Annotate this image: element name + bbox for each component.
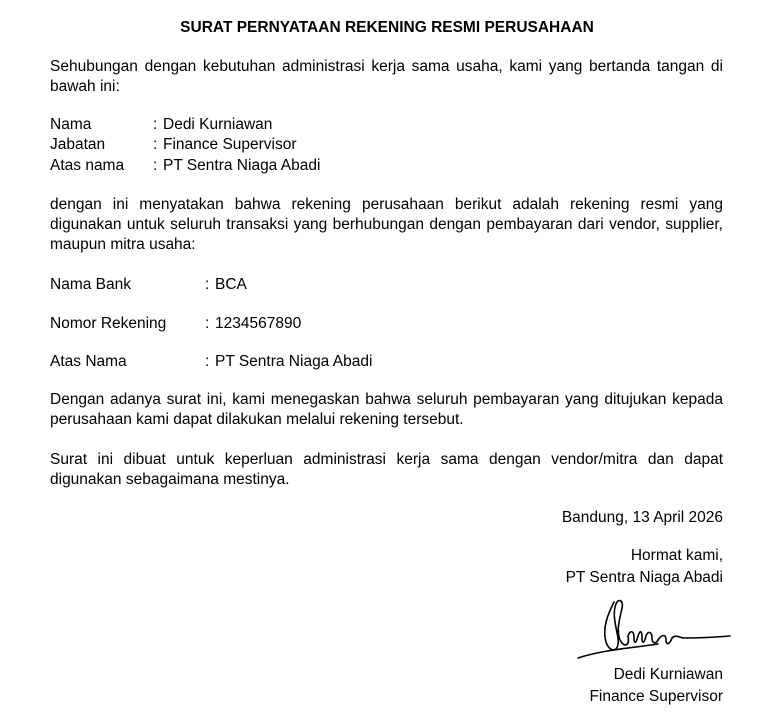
signer-name-value: Dedi Kurniawan xyxy=(163,116,273,133)
regards-text: Hormat kami, xyxy=(630,547,723,564)
closing-paragraph: Surat ini dibuat untuk keperluan administrasi kerja sama dengan vendor/mitra dan dapat digunakan sebagaimana mestinya. xyxy=(50,451,723,488)
bank-name-label: Nama Bank xyxy=(50,276,131,293)
signatory-name: Dedi Kurniawan xyxy=(613,666,723,683)
signer-position-separator: : xyxy=(153,136,158,153)
signer-position-label: Jabatan xyxy=(50,136,106,153)
signatory-title: Finance Supervisor xyxy=(589,688,723,705)
signer-company-value: PT Sentra Niaga Abadi xyxy=(163,157,321,174)
bank-name-separator: : xyxy=(205,276,210,293)
statement-paragraph: dengan ini menyatakan bahwa rekening perusahaan berikut adalah rekening resmi yang digunakan untuk seluruh transaksi yang berhubungan dengan pembayaran dari vendor, supplier, maupun mitra usaha: xyxy=(50,196,723,253)
account-number-label: Nomor Rekening xyxy=(50,315,167,332)
affirmation-paragraph: Dengan adanya surat ini, kami menegaskan bahwa seluruh pembayaran yang ditujukan kepada perusahaan kami dapat dilakukan melalui rekening tersebut. xyxy=(50,391,723,428)
signer-company-separator: : xyxy=(153,157,158,174)
intro-paragraph: Sehubungan dengan kebutuhan administrasi kerja sama usaha, kami yang bertanda tangan di bawah ini: xyxy=(50,58,723,95)
account-number-value: 1234567890 xyxy=(215,315,302,332)
account-holder-value: PT Sentra Niaga Abadi xyxy=(215,353,373,370)
account-number-separator: : xyxy=(205,315,210,332)
account-holder-label: Atas Nama xyxy=(50,353,127,370)
signer-company-label: Atas nama xyxy=(50,157,125,174)
bank-name-value: BCA xyxy=(215,276,247,293)
letter-title: SURAT PERNYATAAN REKENING RESMI PERUSAHAAN xyxy=(180,19,594,36)
place-date: Bandung, 13 April 2026 xyxy=(561,509,723,526)
company-name: PT Sentra Niaga Abadi xyxy=(565,569,723,586)
handwritten-signature xyxy=(572,592,734,664)
signer-name-separator: : xyxy=(153,116,158,133)
signer-name-label: Nama xyxy=(50,116,92,133)
signer-position-value: Finance Supervisor xyxy=(163,136,297,153)
account-holder-separator: : xyxy=(205,353,210,370)
